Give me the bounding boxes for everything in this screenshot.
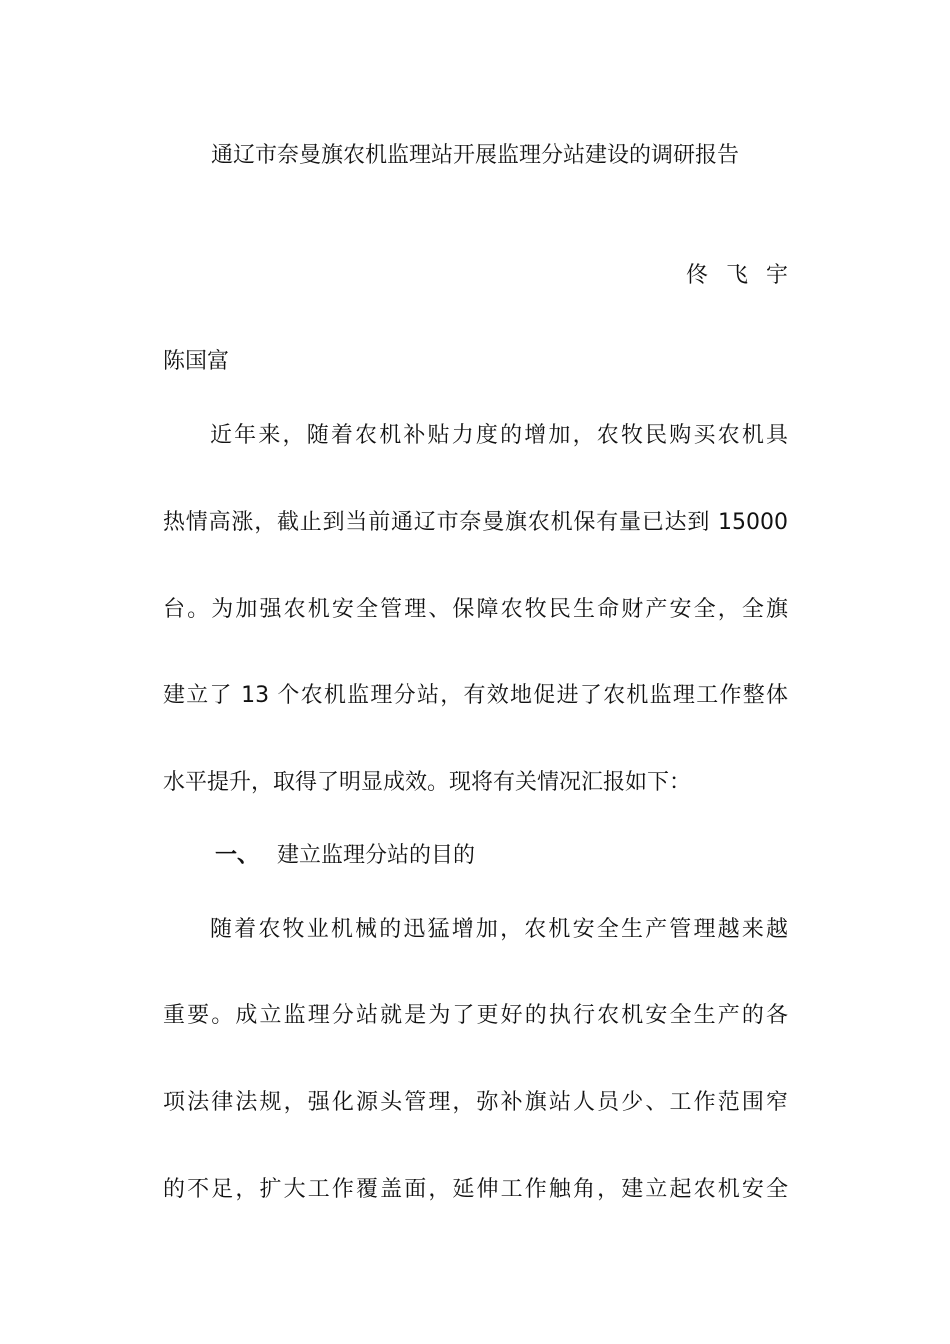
document-title: 通辽市奈曼旗农机监理站开展监理分站建设的调研报告 <box>210 143 739 168</box>
paragraph-2-line-4: 的不足，扩大工作覆盖面，延伸工作触角，建立起农机安全 <box>163 1177 788 1202</box>
paragraph-1-line-1: 近年来，随着农机补贴力度的增加，农牧民购买农机具 <box>210 423 788 448</box>
paragraph-2-line-2: 重要。成立监理分站就是为了更好的执行农机安全生产的各 <box>163 1003 788 1028</box>
paragraph-1-line-4: 建立了 13 个农机监理分站，有效地促进了农机监理工作整体 <box>163 683 788 708</box>
author-name-2: 陈国富 <box>163 349 230 374</box>
paragraph-2-line-1: 随着农牧业机械的迅猛增加，农机安全生产管理越来越 <box>210 917 788 942</box>
paragraph-1-line-5: 水平提升，取得了明显成效。现将有关情况汇报如下： <box>163 770 692 795</box>
section-1-number: 一、 <box>215 843 260 868</box>
paragraph-1-line-3: 台。为加强农机安全管理、保障农牧民生命财产安全，全旗 <box>163 597 788 622</box>
author-name-1: 佟飞宇 <box>685 263 806 288</box>
section-1-title: 建立监理分站的目的 <box>277 843 476 868</box>
paragraph-1-line-2: 热情高涨，截止到当前通辽市奈曼旗农机保有量已达到 15000 <box>163 510 788 535</box>
paragraph-2-line-3: 项法律法规，强化源头管理，弥补旗站人员少、工作范围窄 <box>163 1090 788 1115</box>
section-1-heading <box>215 838 475 869</box>
